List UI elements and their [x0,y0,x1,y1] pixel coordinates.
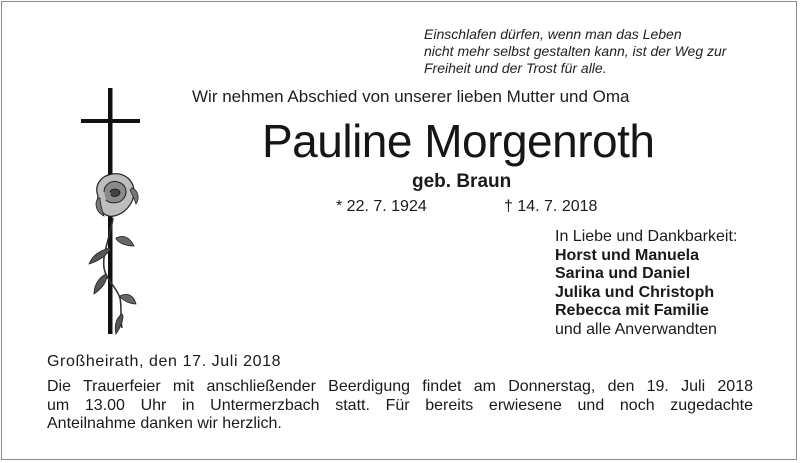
mourner-name: Horst und Manuela [555,246,700,264]
notice-line: um 13.00 Uhr in Untermerzbach statt. Für bereits erwiesene und noch zugedachte [47,396,753,414]
funeral-notice [47,378,753,434]
place-and-date: Großheirath, den 17. Juli 2018 [47,353,282,370]
mourners-heading: In Liebe und Dankbarkeit: [555,228,738,245]
birth-name: geb. Braun [412,171,512,192]
notice-line: Die Trauerfeier mit anschließender Beerdigung findet am Donnerstag, den 19. Juli 2018 [47,378,753,395]
mourner-name: Rebecca mit Familie [555,302,709,319]
deceased-name: Pauline Morgenroth [262,115,655,167]
mourners-closing: und alle Anverwandten [555,320,717,338]
epigraph-quote [424,26,784,77]
intro-text: Wir nehmen Abschied von unserer lieben Mutter und Oma [192,87,630,106]
mourner-name: Julika und Christoph [555,283,715,301]
mourners-block [555,228,737,339]
quote-line: Freiheit und der Trost für alle. [424,60,607,76]
notice-line: Anteilnahme danken wir herzlich. [47,415,282,432]
cross-with-rose-icon [80,88,160,338]
quote-line: nicht mehr selbst gestalten kann, ist der Weg zur [424,43,727,59]
birth-date: * 22. 7. 1924 [336,198,427,215]
mourner-name: Sarina und Daniel [555,265,691,282]
quote-line: Einschlafen dürfen, wenn man das Leben [424,26,682,42]
death-date: † 14. 7. 2018 [504,198,598,215]
